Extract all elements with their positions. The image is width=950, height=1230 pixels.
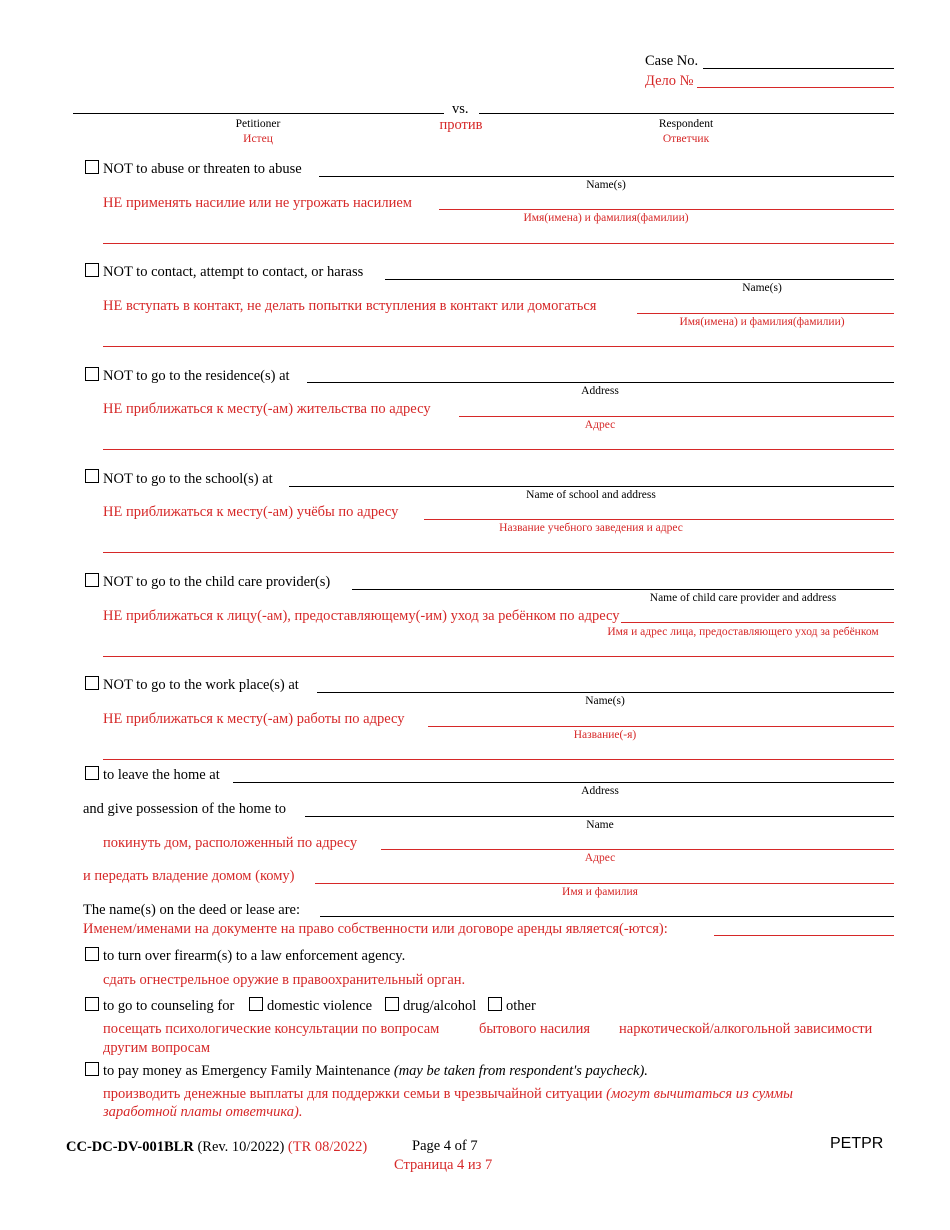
checkbox-abuse[interactable] (85, 160, 99, 174)
abuse-caption-ru: Имя(имена) и фамилия(фамилии) (523, 212, 689, 224)
childcare-label: NOT to go to the child care provider(s) (103, 574, 331, 590)
childcare-label-ru: НЕ приближаться к лицу(-ам), предоставляющему(-им) уход за ребёнком по адресу (103, 608, 620, 624)
residence-caption: Address (581, 385, 619, 397)
checkbox-home[interactable] (85, 766, 99, 780)
home-label: to leave the home at (103, 767, 220, 783)
counseling-option-other-ru: другим вопросам (103, 1040, 211, 1056)
work-extra-line[interactable] (103, 759, 894, 760)
contact-caption-ru: Имя(имена) и фамилия(фамилии) (679, 316, 845, 328)
firearms-label: to turn over firearm(s) to a law enforcement agency. (103, 948, 406, 964)
deed-field-ru[interactable] (714, 935, 894, 936)
form-translation-revision: (TR 08/2022) (287, 1139, 368, 1155)
residence-extra-line[interactable] (103, 449, 894, 450)
work-field[interactable] (317, 692, 894, 693)
school-extra-line[interactable] (103, 552, 894, 553)
deed-field[interactable] (320, 916, 894, 917)
checkbox-firearms[interactable] (85, 947, 99, 961)
home-address-caption-ru: Адрес (584, 852, 616, 864)
residence-label-ru: НЕ приближаться к месту(-ам) жительства по адресу (103, 401, 431, 417)
form-id: CC-DC-DV-001BLR (66, 1139, 194, 1155)
respondent-caption: Respondent (658, 118, 714, 130)
contact-extra-line[interactable] (103, 346, 894, 347)
home-possession-field[interactable] (305, 816, 894, 817)
checkbox-maintenance[interactable] (85, 1062, 99, 1076)
case-no-field-ru[interactable] (697, 87, 894, 88)
childcare-field-ru[interactable] (621, 622, 894, 623)
school-label-ru: НЕ приближаться к месту(-ам) учёбы по адресу (103, 504, 399, 520)
counseling-option-domestic-violence: domestic violence (267, 998, 373, 1014)
home-address-caption: Address (581, 785, 619, 797)
petitioner-caption-ru: Истец (243, 133, 273, 145)
home-possession-caption-ru: Имя и фамилия (562, 886, 638, 898)
work-field-ru[interactable] (428, 726, 894, 727)
respondent-caption-ru: Ответчик (662, 133, 710, 145)
maintenance-label (103, 1063, 648, 1079)
maintenance-note-ru: (могут вычитаться из суммы (606, 1086, 793, 1102)
contact-names-field[interactable] (385, 279, 894, 280)
vs-label-ru: против (439, 117, 483, 133)
abuse-label-ru: НЕ применять насилие или не угрожать насилием (103, 195, 412, 211)
residence-address-field-ru[interactable] (459, 416, 894, 417)
respondent-field[interactable] (479, 113, 894, 114)
counseling-option-drug-alcohol: drug/alcohol (403, 998, 477, 1014)
checkbox-school[interactable] (85, 469, 99, 483)
checkbox-residence[interactable] (85, 367, 99, 381)
maintenance-note: (may be taken from respondent's paycheck). (393, 1063, 648, 1079)
residence-address-field[interactable] (307, 382, 894, 383)
counseling-label: to go to counseling for (103, 998, 235, 1014)
counseling-option-other: other (506, 998, 536, 1014)
home-address-field-ru[interactable] (381, 849, 894, 850)
childcare-extra-line[interactable] (103, 656, 894, 657)
home-possession-label: and give possession of the home to (83, 801, 286, 817)
case-no-field[interactable] (703, 68, 894, 69)
maintenance-label-ru (103, 1086, 793, 1102)
abuse-names-field[interactable] (319, 176, 894, 177)
maintenance-text-ru: производить денежные выплаты для поддержки семьи в чрезвычайной ситуации (103, 1086, 603, 1102)
childcare-field[interactable] (352, 589, 894, 590)
school-caption-ru: Название учебного заведения и адрес (499, 522, 683, 534)
abuse-caption: Name(s) (586, 179, 626, 191)
contact-label: NOT to contact, attempt to contact, or harass (103, 264, 364, 280)
childcare-caption: Name of child care provider and address (649, 592, 837, 604)
counseling-label-ru: посещать психологические консультации по вопросам (103, 1021, 440, 1037)
counseling-option-domestic-violence-ru: бытового насилия (479, 1021, 591, 1037)
school-caption: Name of school and address (526, 489, 656, 501)
home-label-ru: покинуть дом, расположенный по адресу (103, 835, 358, 851)
home-possession-field-ru[interactable] (315, 883, 894, 884)
abuse-names-field-ru[interactable] (439, 209, 894, 210)
case-no-label-ru: Дело № (645, 73, 694, 89)
home-address-field[interactable] (233, 782, 894, 783)
page-number: Page 4 of 7 (412, 1138, 478, 1154)
petitioner-caption: Petitioner (235, 118, 281, 130)
home-possession-caption: Name (586, 819, 614, 831)
firearms-label-ru: сдать огнестрельное оружие в правоохранительный орган. (103, 972, 466, 988)
residence-caption-ru: Адрес (584, 419, 616, 431)
work-label: NOT to go to the work place(s) at (103, 677, 299, 693)
deed-label-ru: Именем/именами на документе на право собственности или договоре аренды является(-ются): (83, 921, 668, 937)
page-number-ru: Страница 4 из 7 (394, 1157, 493, 1173)
checkbox-drug-alcohol[interactable] (385, 997, 399, 1011)
petitioner-field[interactable] (73, 113, 444, 114)
school-field[interactable] (289, 486, 894, 487)
work-caption-ru: Название(-я) (573, 729, 637, 741)
vs-label: vs. (452, 101, 469, 117)
checkbox-domestic-violence[interactable] (249, 997, 263, 1011)
checkbox-childcare[interactable] (85, 573, 99, 587)
contact-names-field-ru[interactable] (637, 313, 894, 314)
form-code: PETPR (830, 1135, 884, 1152)
abuse-label: NOT to abuse or threaten to abuse (103, 161, 302, 177)
childcare-caption-ru: Имя и адрес лица, предоставляющего уход за ребёнком (607, 626, 879, 638)
school-label: NOT to go to the school(s) at (103, 471, 273, 487)
school-field-ru[interactable] (424, 519, 894, 520)
deed-label: The name(s) on the deed or lease are: (83, 902, 300, 918)
checkbox-other[interactable] (488, 997, 502, 1011)
checkbox-contact[interactable] (85, 263, 99, 277)
form-id-line (66, 1139, 367, 1155)
counseling-option-drug-alcohol-ru: наркотической/алкогольной зависимости (619, 1021, 873, 1037)
contact-caption: Name(s) (742, 282, 782, 294)
contact-label-ru: НЕ вступать в контакт, не делать попытки вступления в контакт или домогаться (103, 298, 597, 314)
form-revision: (Rev. 10/2022) (197, 1139, 285, 1155)
work-caption: Name(s) (585, 695, 625, 707)
residence-label: NOT to go to the residence(s) at (103, 368, 290, 384)
maintenance-text: to pay money as Emergency Family Maintenance (103, 1063, 391, 1079)
case-no-label: Case No. (645, 53, 699, 69)
checkbox-work[interactable] (85, 676, 99, 690)
checkbox-counseling[interactable] (85, 997, 99, 1011)
abuse-extra-line[interactable] (103, 243, 894, 244)
maintenance-note-ru-2: заработной платы ответчика). (103, 1104, 303, 1120)
home-possession-label-ru: и передать владение домом (кому) (83, 868, 295, 884)
work-label-ru: НЕ приближаться к месту(-ам) работы по адресу (103, 711, 405, 727)
